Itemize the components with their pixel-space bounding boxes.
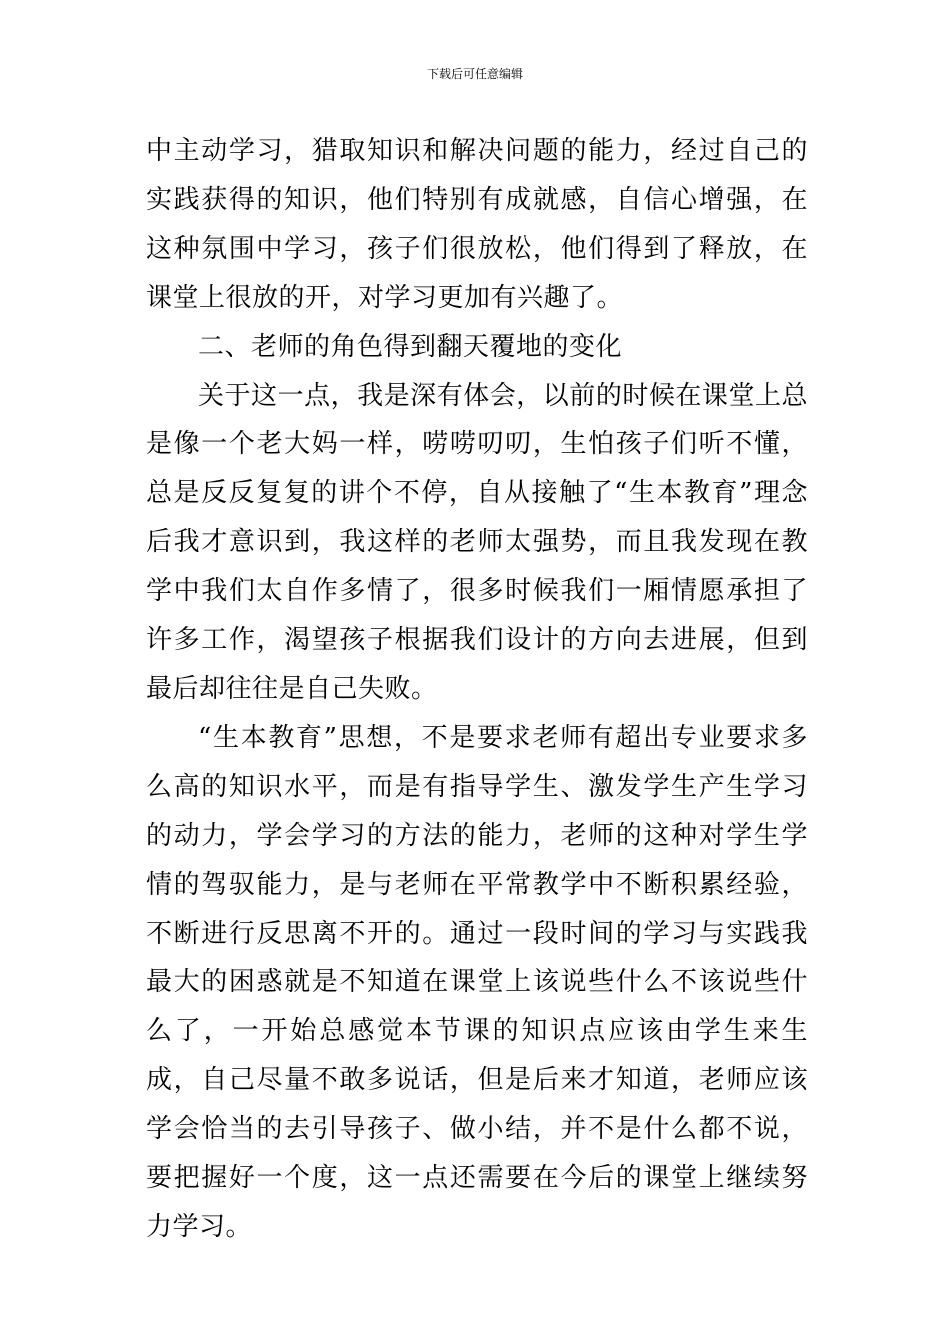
paragraph-continuation: 中主动学习，猎取知识和解决问题的能力，经过自己的实践获得的知识，他们特别有成就感，自信心增强，在这种氛围中学习，孩子们很放松，他们得到了释放，在课堂上很放的开，对学习更加有兴趣了。 <box>146 136 808 313</box>
page-header: 下载后可任意编辑 <box>426 67 523 81</box>
paragraph: “生本教育”思想，不是要求老师有超出专业要求多么高的知识水平，而是有指导学生、激发学生产生学习的动力，学会学习的方法的能力，老师的这种对学生学情的驾驭能力，是与老师在平常教学中不断积累经验，不断进行反思离不开的。通过一段时间的学习与实践我最大的困惑就是不知道在课堂上该说些什么不该说些什么了，一开始总感觉本节课的知识点应该由学生来生成，自己尽量不敢多说话，但是后来才知道，老师应该学会恰当的去引导孩子、做小结，并不是什么都不说，要把握好一个度，这一点还需要在今后的课堂上继续努力学习。 <box>146 722 808 1242</box>
document-body <box>146 127 808 1252</box>
section-heading: 二、老师的角色得到翻天覆地的变化 <box>198 331 623 362</box>
paragraph: 关于这一点，我是深有体会，以前的时候在课堂上总是像一个老大妈一样，唠唠叨叨，生怕孩子们听不懂，总是反反复复的讲个不停，自从接触了“生本教育”理念后我才意识到，我这样的老师太强势，而且我发现在教学中我们太自作多情了，很多时候我们一厢情愿承担了许多工作，渴望孩子根据我们设计的方向去进展，但到最后却往往是自己失败。 <box>146 380 808 704</box>
